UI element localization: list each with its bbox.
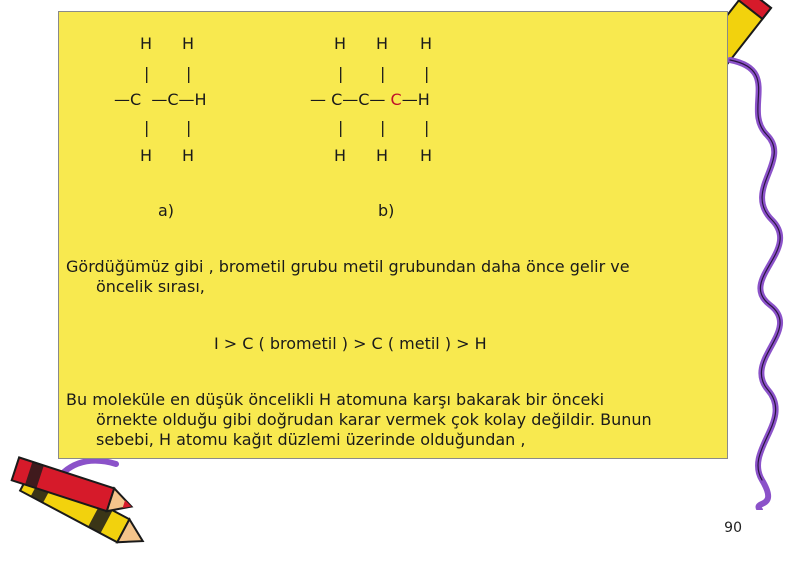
a-carbon-chain: —C —C—H (114, 90, 207, 109)
b-bond-top-3: | (424, 64, 430, 83)
priority-order: I > C ( brometil ) > C ( metil ) > H (214, 334, 487, 353)
b-h-bottom-3: H (420, 146, 433, 165)
b-chain-right: —H (401, 90, 430, 109)
b-h-bottom-1: H (334, 146, 347, 165)
a-h-bottom-1: H (140, 146, 153, 165)
paragraph-2 (66, 390, 652, 450)
b-h-top-2: H (376, 34, 389, 53)
b-bond-top-2: | (380, 64, 386, 83)
a-bond-bottom-2: | (186, 118, 192, 137)
a-h-top-1: H (140, 34, 153, 53)
b-carbon-chain (310, 92, 430, 108)
page-number: 90 (724, 520, 742, 536)
a-bond-top-2: | (186, 64, 192, 83)
b-bond-bottom-2: | (380, 118, 386, 137)
b-bond-top-1: | (338, 64, 344, 83)
b-bond-bottom-1: | (338, 118, 344, 137)
paragraph-2-line-3: sebebi, H atomu kağıt düzlemi üzerinde olduğundan , (96, 430, 526, 449)
paragraph-1-line-1: Gördüğümüz gibi , brometil grubu metil grubundan daha önce gelir ve (66, 257, 630, 276)
b-h-bottom-2: H (376, 146, 389, 165)
b-bond-bottom-3: | (424, 118, 430, 137)
a-h-bottom-2: H (182, 146, 195, 165)
paragraph-2-line-1: Bu moleküle en düşük öncelikli H atomuna karşı bakarak bir önceki (66, 390, 605, 409)
b-chain-left: — C—C— (310, 90, 386, 109)
a-bond-bottom-1: | (144, 118, 150, 137)
b-h-top-1: H (334, 34, 347, 53)
paragraph-1 (66, 257, 630, 297)
crayons-bottom-left-decoration (0, 455, 160, 565)
paragraph-1-line-2: öncelik sırası, (96, 277, 205, 296)
a-label: a) (158, 201, 175, 220)
paragraph-2-line-2: örnekte olduğu gibi doğrudan karar vermek çok kolay değildir. Bunun (96, 410, 652, 429)
purple-squiggle-decoration (722, 40, 792, 510)
a-h-top-2: H (182, 34, 195, 53)
b-label: b) (378, 201, 395, 220)
b-h-top-3: H (420, 34, 433, 53)
b-stereocenter-carbon: C (390, 90, 402, 109)
a-bond-top-1: | (144, 64, 150, 83)
